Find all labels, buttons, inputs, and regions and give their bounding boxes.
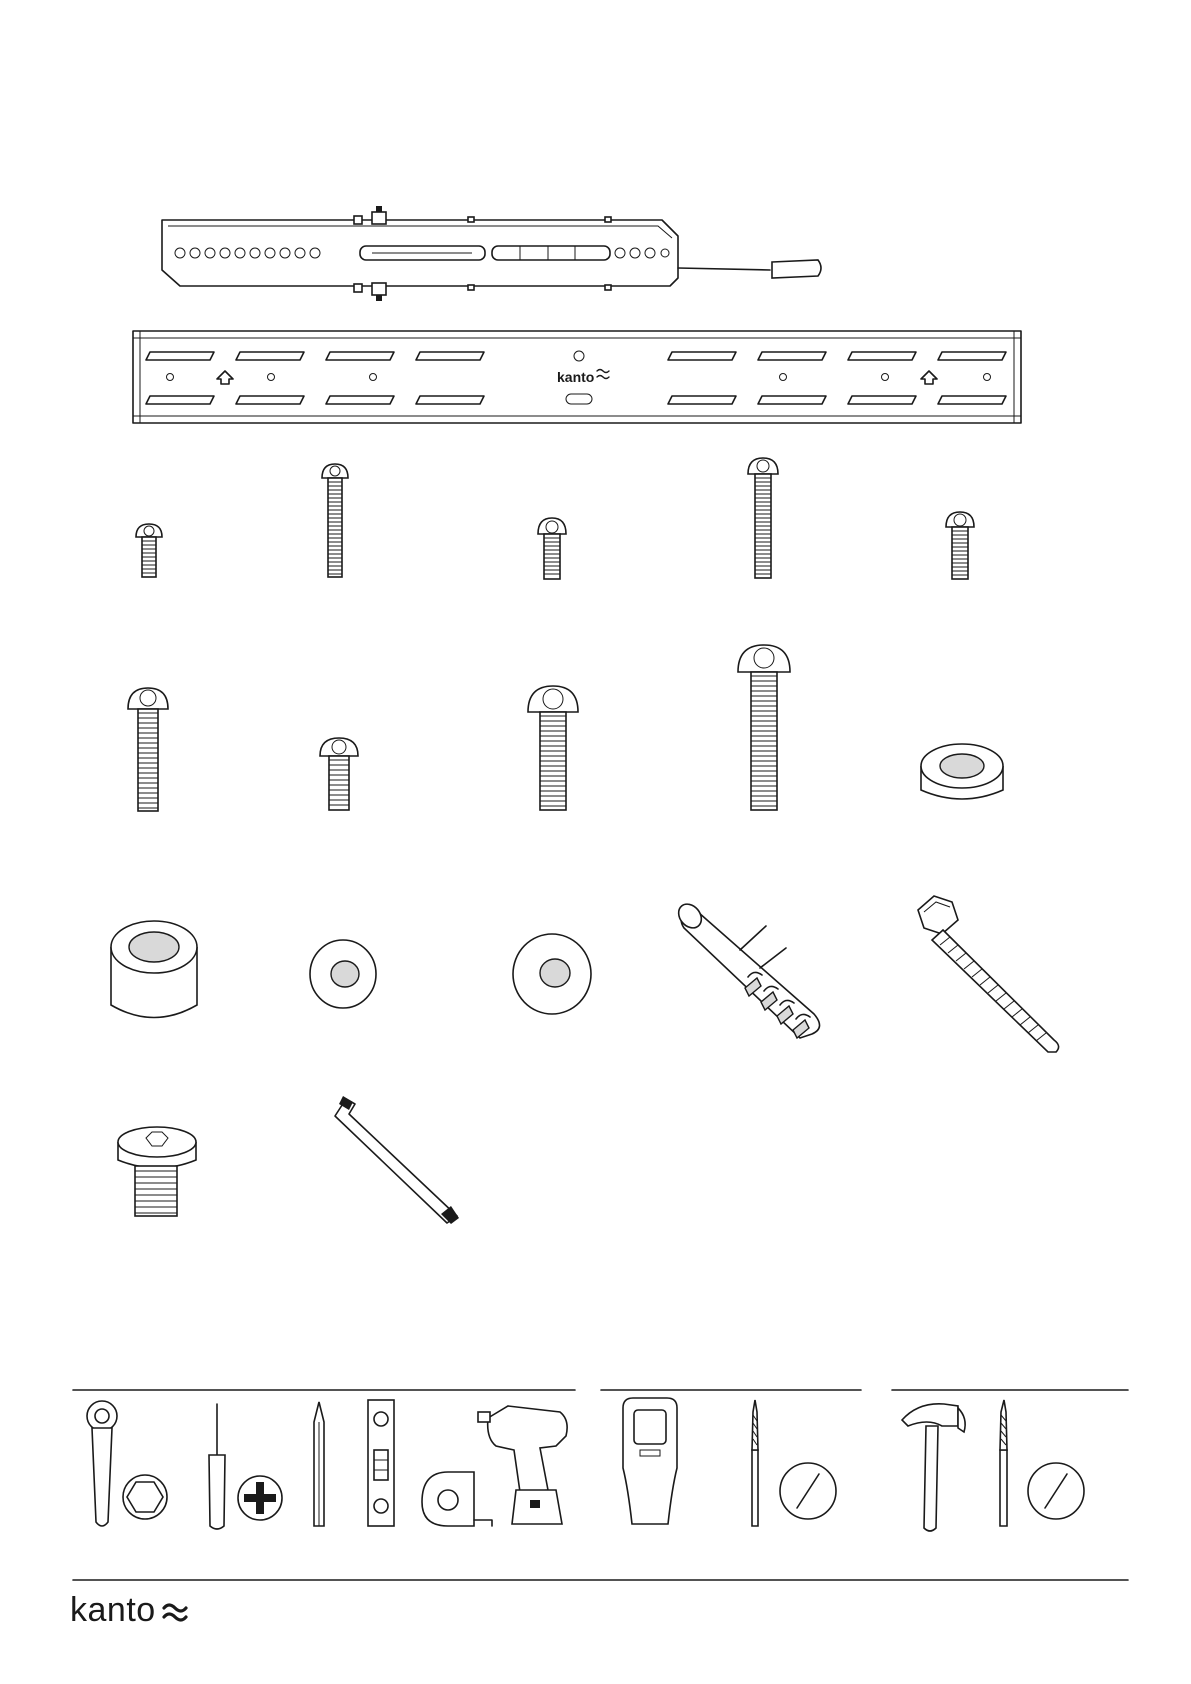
level-icon	[368, 1400, 394, 1526]
screw-long-medium	[748, 458, 778, 578]
screw-short-medium	[538, 518, 566, 579]
stud-finder-icon	[623, 1398, 677, 1524]
plate-logo-mark	[597, 370, 609, 379]
screw-short-thin	[136, 524, 162, 577]
screw-short-medium-2	[946, 512, 974, 579]
screw-long-thick	[128, 688, 168, 811]
plate-upper-slots	[146, 352, 1006, 360]
up-arrow-icon	[217, 371, 233, 384]
wall-anchor	[674, 900, 820, 1038]
spacer-ring	[921, 744, 1003, 799]
washer-large	[513, 934, 591, 1014]
pencil-icon	[314, 1402, 324, 1526]
wall-plate-drawing	[133, 331, 1021, 423]
lag-bolt	[918, 896, 1059, 1052]
socket-cap-screw	[118, 1127, 196, 1216]
screw-long-thin	[322, 464, 348, 577]
hardware-row-4	[118, 1096, 459, 1224]
screw-long-extra	[738, 645, 790, 810]
screw-row-1	[136, 458, 974, 579]
hardware-row-3	[111, 896, 1059, 1052]
power-drill-icon	[478, 1406, 567, 1524]
footer-logo	[70, 1590, 188, 1630]
allen-key	[335, 1096, 459, 1224]
masonry-bit-icon	[1000, 1400, 1084, 1526]
phillips-screwdriver-icon	[209, 1404, 282, 1529]
plate-logo: kanto	[557, 369, 595, 385]
socket-wrench-icon	[87, 1401, 167, 1526]
washer-small	[310, 940, 376, 1008]
footer-logo-wordmark: kanto	[70, 1591, 156, 1629]
kanto-mark-icon	[162, 1598, 188, 1622]
drill-bit-icon	[752, 1400, 836, 1526]
tape-measure-icon	[422, 1472, 492, 1526]
tilting-arms-drawing	[162, 206, 821, 301]
screw-medium-thick	[528, 686, 578, 810]
plate-lower-slots	[146, 396, 1006, 404]
spacer-tall	[111, 921, 197, 1018]
tools-section	[73, 1390, 1128, 1531]
hammer-icon	[902, 1404, 965, 1531]
up-arrow-icon	[921, 371, 937, 384]
screw-row-2	[128, 645, 1003, 811]
screw-short-thick	[320, 738, 358, 810]
